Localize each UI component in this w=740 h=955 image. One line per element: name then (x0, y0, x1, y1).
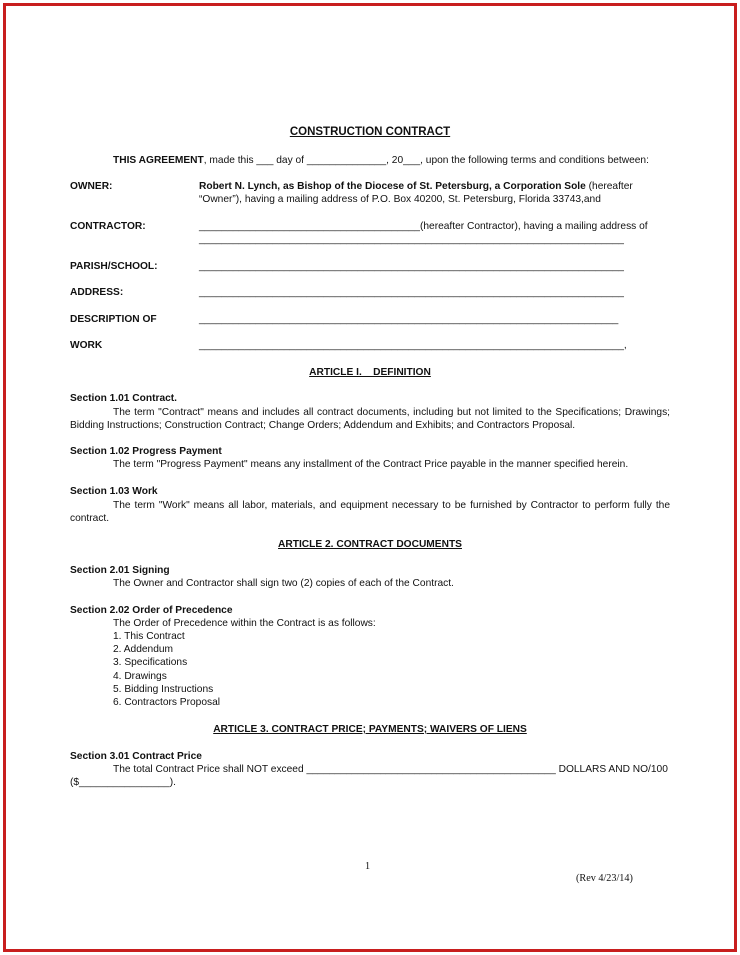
owner-name: Robert N. Lynch, as Bishop of the Diocese of St. Petersburg, a Corporation Sole (199, 181, 586, 192)
agreement-line (113, 155, 649, 166)
contractor-label: CONTRACTOR: (70, 221, 146, 232)
section-3-01-line-1: The total Contract Price shall NOT exceed ____________________________________________ DOLLARS AND NO/100 (113, 764, 668, 775)
owner-line-1-rest: (hereafter (585, 181, 633, 192)
section-1-02-title: Section 1.02 Progress Payment (70, 446, 222, 457)
revision-note: (Rev 4/23/14) (576, 873, 633, 884)
work-label: WORK (70, 340, 103, 351)
section-1-02-text: The term "Progress Payment" means any installment of the Contract Price payable in the manner specified herein. (113, 459, 629, 470)
owner-line-2: “Owner”), having a mailing address of P.O. Box 40200, St. Petersburg, Florida 33743,and (199, 194, 601, 205)
article-2-heading: ARTICLE 2. CONTRACT DOCUMENTS (278, 539, 462, 550)
page-number: 1 (365, 861, 371, 872)
owner-label: OWNER: (70, 181, 113, 192)
section-2-01-title: Section 2.01 Signing (70, 565, 170, 576)
work-blank: ___________________________________________________________________________, (199, 340, 627, 351)
precedence-item: 4. Drawings (113, 671, 167, 682)
document-title: CONSTRUCTION CONTRACT (289, 126, 451, 138)
precedence-item: 6. Contractors Proposal (113, 697, 221, 708)
agreement-lead: THIS AGREEMENT (113, 155, 204, 166)
description-blank: __________________________________________________________________________ (199, 314, 619, 325)
section-3-01-title: Section 3.01 Contract Price (70, 751, 202, 762)
precedence-item: 2. Addendum (113, 644, 174, 655)
description-label: DESCRIPTION OF (70, 314, 157, 325)
section-2-02-title: Section 2.02 Order of Precedence (70, 605, 233, 616)
precedence-item: 3. Specifications (113, 657, 188, 668)
precedence-item: 5. Bidding Instructions (113, 684, 214, 695)
parish-label: PARISH/SCHOOL: (70, 261, 158, 272)
article-1-heading: ARTICLE I. DEFINITION (309, 367, 431, 378)
section-1-01-title: Section 1.01 Contract. (70, 393, 177, 404)
section-1-01-text: The term "Contract" means and includes all contract documents, including but not limited to the Specifications; Drawings; Bidding Instructions; Construction Contract; Change Orders; Addendum and Exhibits; and Contractors Proposal. (70, 407, 670, 432)
section-1-03-text: The term "Work" means all labor, materials, and equipment necessary to be furnished by Contractor to perform fully the contract. (70, 500, 670, 525)
address-label: ADDRESS: (70, 287, 124, 298)
section-2-01-text: The Owner and Contractor shall sign two (2) copies of each of the Contract. (113, 578, 454, 589)
owner-line-1 (199, 181, 633, 192)
contractor-line-1: _______________________________________(hereafter Contractor), having a mailing address of (199, 221, 648, 232)
contractor-line-2: ___________________________________________________________________________ (199, 234, 624, 245)
article-3-heading: ARTICLE 3. CONTRACT PRICE; PAYMENTS; WAIVERS OF LIENS (213, 724, 527, 735)
section-3-01-line-2: ($________________). (70, 777, 176, 788)
section-2-02-intro: The Order of Precedence within the Contract is as follows: (113, 618, 376, 629)
parish-blank: ___________________________________________________________________________ (199, 261, 624, 272)
precedence-item: 1. This Contract (113, 631, 185, 642)
section-1-03-title: Section 1.03 Work (70, 486, 158, 497)
agreement-text: , made this ___ day of ______________, 20___, upon the following terms and conditions between: (203, 155, 649, 166)
address-blank: ___________________________________________________________________________ (199, 287, 624, 298)
